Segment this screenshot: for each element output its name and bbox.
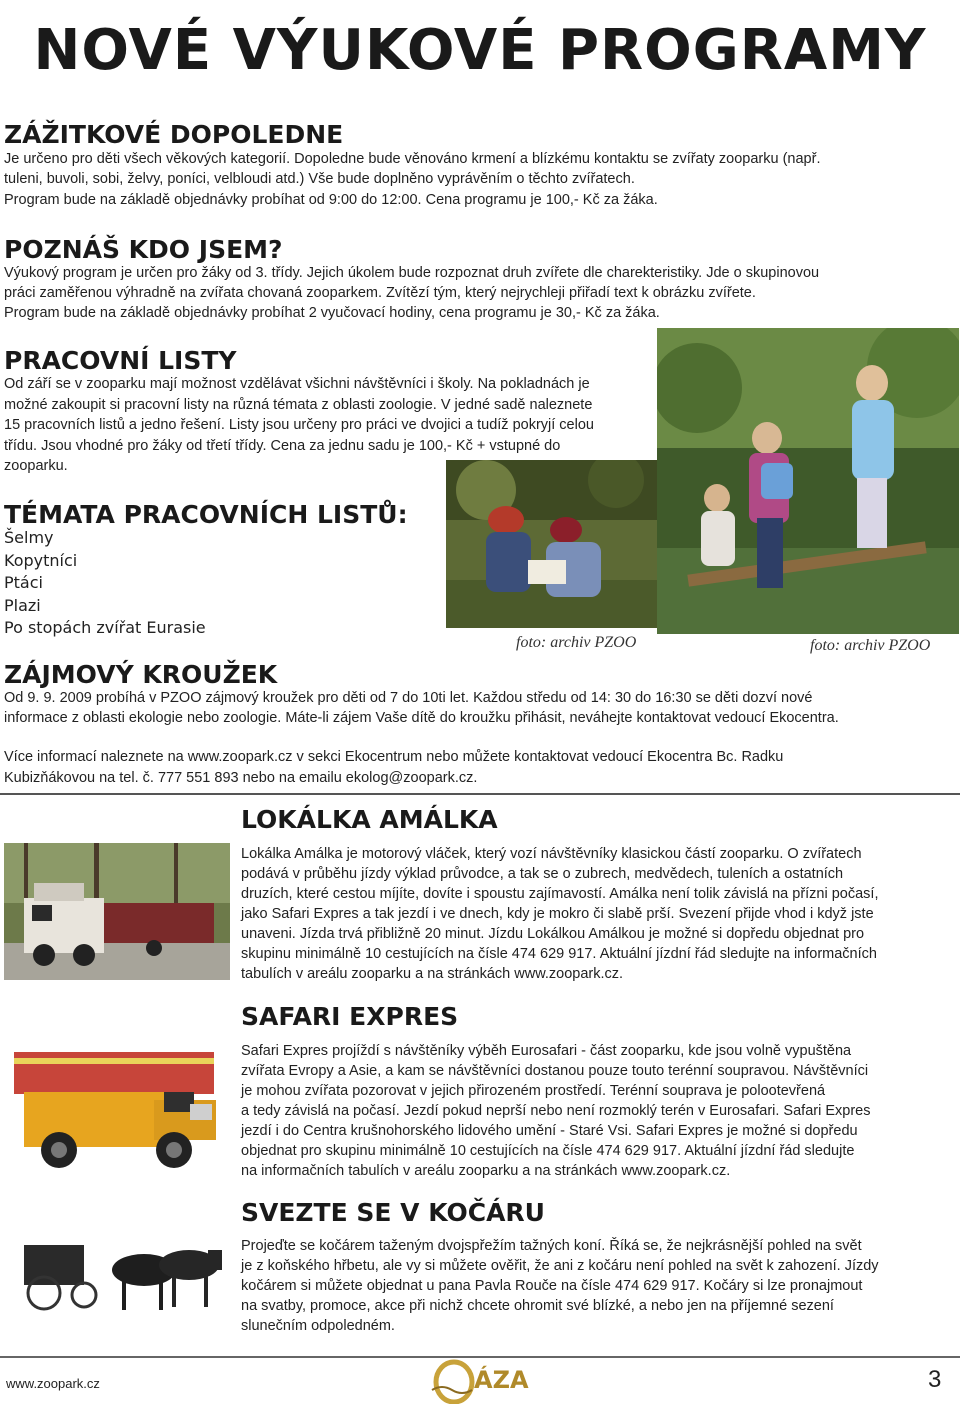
safari-line: objednat pro skupinu minimálně 10 cestujících na čísle 474 629 917. Aktuální jízdní řád sledujte [241,1143,855,1159]
temata-item: Po stopách zvířat Eurasie [4,618,206,637]
kocar-heading: SVEZTE SE V KOČÁRU [241,1198,545,1227]
poznas-heading: POZNÁŠ KDO JSEM? [4,235,283,264]
kocar-line: Projeďte se kočárem taženým dvojspřežím tažných koní. Říká se, že nejkrásnější pohled na svět [241,1238,862,1254]
pracovni-line: třídu. Jsou vhodné pro žáky od třetí třídy. Cena za jednu sadu je 100,- Kč + vstupné do [4,438,561,454]
section-divider [0,793,960,795]
temata-item: Šelmy [4,528,54,547]
safari-line: jezdí i do Centra krušnohorského lidového umění - Staré Vsi. Safari Expres je možné si dopředu [241,1123,858,1139]
pracovni-line: Od září se v zooparku mají možnost vzdělávat všichni návštěvníci i školy. Na pokladnách je [4,376,590,392]
zazitkove-line: Program bude na základě objednávky probíhat od 9:00 do 12:00. Cena programu je 100,- Kč za žáka. [4,192,658,208]
zazitkove-line: Je určeno pro děti všech věkových kategorií. Dopoledne bude věnováno krmení a blízkému kontaktu se zvířaty zooparku (např. [4,151,821,167]
pracovni-line: možné zakoupit si pracovní listy na různá témata z oblasti zoologie. V jedné sadě naleznete [4,397,593,413]
photo-caption: foto: archiv PZOO [516,634,637,651]
photo-carriage [4,1225,230,1320]
pracovni-line: 15 pracovních listů a jedno řešení. Listy jsou určeny pro práci ve dvojici a tudíž pokryjí celou [4,417,594,433]
zazitkove-line: tuleni, buvoli, sobi, želvy, poníci, velbloudi atd.) Vše bude doplněno vyprávěním o těchto zvířatech. [4,171,635,187]
poznas-line: Výukový program je určen pro žáky od 3. třídy. Jejich úkolem bude rozpoznat druh zvířete dle charekteristiky. Jde o skupinovou [4,265,820,281]
krouzek-more-line: Více informací naleznete na www.zoopark.cz v sekci Ekocentrum nebo můžete kontaktovat vedoucí Ekocentra Bc. Radku [4,749,784,765]
kocar-line: na svatby, promoce, akce při nichž chcete ohromit své blízké, a nebo jen na příjemné sezení [241,1298,834,1314]
pracovni-heading: PRACOVNÍ LISTY [4,346,237,375]
lokalka-line: druzích, které cestou míjíte, dovíte i spoustu zajímavostí. Amálka není tolik závislá na přízni počasí, [241,886,879,902]
oaza-logo [424,1358,544,1404]
poznas-line: práci zaměřenou výhradně na zvířata chovaná zooparkem. Zvítězí tým, který nejrychleji přiřadí text k obrázku zvířete. [4,285,756,301]
photo-train [4,843,230,980]
kocar-line: kočárem si můžete objednat u pana Pavla Rouče na čísle 474 629 917. Kočáry si lze pronajmout [241,1278,863,1294]
lokalka-line: skupinu minimálně 10 cestujících na čísle 474 629 917. Aktuální jízdní řád sledujte na informačních [241,946,877,962]
lokalka-line: Lokálka Amálka je motorový vláček, který vozí návštěvníky klasickou částí zooparku. O zvířatech [241,846,862,862]
footer-url-link[interactable]: www.zoopark.cz [6,1376,100,1391]
temata-list [4,527,234,640]
safari-line: je mohou zvířata pozorovat v jejich přirozeném prostředí. Terénní souprava je polootevřená [241,1083,826,1099]
poznas-line: Program bude na základě objednávky probíhat 2 vyučovací hodiny, cena programu je 30,- Kč za žáka. [4,305,660,321]
krouzek-heading: ZÁJMOVÝ KROUŽEK [4,660,278,689]
lokalka-line: unaveni. Jízda trvá přibližně 20 minut. Jízdu Lokálkou Amálkou je možné si dopředu objednat pro [241,926,865,942]
temata-heading: TÉMATA PRACOVNÍCH LISTŮ: [4,500,408,529]
krouzek-more-line: Kubizňákovou na tel. č. 777 551 893 nebo na emailu ekolog@zoopark.cz. [4,770,478,786]
page-title: NOVÉ VÝUKOVÉ PROGRAMY [33,18,927,83]
photo-safari-truck [4,1032,230,1182]
temata-item: Kopytníci [4,550,78,570]
lokalka-heading: LOKÁLKA AMÁLKA [241,805,498,834]
temata-item: Ptáci [4,573,43,592]
safari-line: zvířata Evropy a Asie, a kam se návštěvníci dostanou pouze touto terénní soupravou. Návštěvníci [241,1063,869,1079]
krouzek-line: Od 9. 9. 2009 probíhá v PZOO zájmový kroužek pro děti od 7 do 10ti let. Každou středu od 14: 30 do 16:30 se děti dozví nové [4,690,813,706]
kocar-line: je z koňského hřbetu, ale vy si můžete ověřit, že ani z kočáru není pohled na svět k zahození. Jízdy [241,1258,879,1274]
page-number: 3 [928,1366,942,1393]
zazitkove-heading: ZÁŽITKOVÉ DOPOLEDNE [4,120,344,149]
photo-girls-forest [657,328,959,634]
kocar-line: slunečním odpoledném. [241,1318,395,1334]
lokalka-line: jako Safari Expres a tak jezdí i ve dnech, kdy je mokro či slabě prší. Svezení přijde vhod i když jste [241,906,874,922]
krouzek-line: informace z oblasti ekologie nebo zoologie. Máte-li zájem Vaše dítě do kroužku přihásit, neváhejte kontaktovat vedoucí Ekocentra. [4,710,839,726]
photo-caption: foto: archiv PZOO [810,637,931,654]
logo-text: ÁZA [474,1366,529,1394]
safari-heading: SAFARI EXPRES [241,1002,459,1031]
safari-line: na informačních tabulích v areálu zooparku a na stránkách www.zoopark.cz. [241,1163,731,1179]
lokalka-line: tabulích v areálu zooparku a na stránkách www.zoopark.cz. [241,966,624,982]
photo-children-worksheet [446,460,658,628]
lokalka-line: podává v průběhu jízdy výklad průvodce, a tak se o zubrech, medvědech, tuleních a ostatních [241,866,844,882]
pracovni-line: zooparku. [4,458,68,474]
safari-line: Safari Expres projíždí s návštěníky výběh Eurosafari - část zooparku, kde jsou volně vypuštěna [241,1043,852,1059]
temata-item: Plazi [4,595,41,615]
safari-line: a tedy závislá na počasí. Jezdí pokud neprší nebo není rozmoklý terén v Eurosafari. Safari Expres [241,1103,871,1119]
